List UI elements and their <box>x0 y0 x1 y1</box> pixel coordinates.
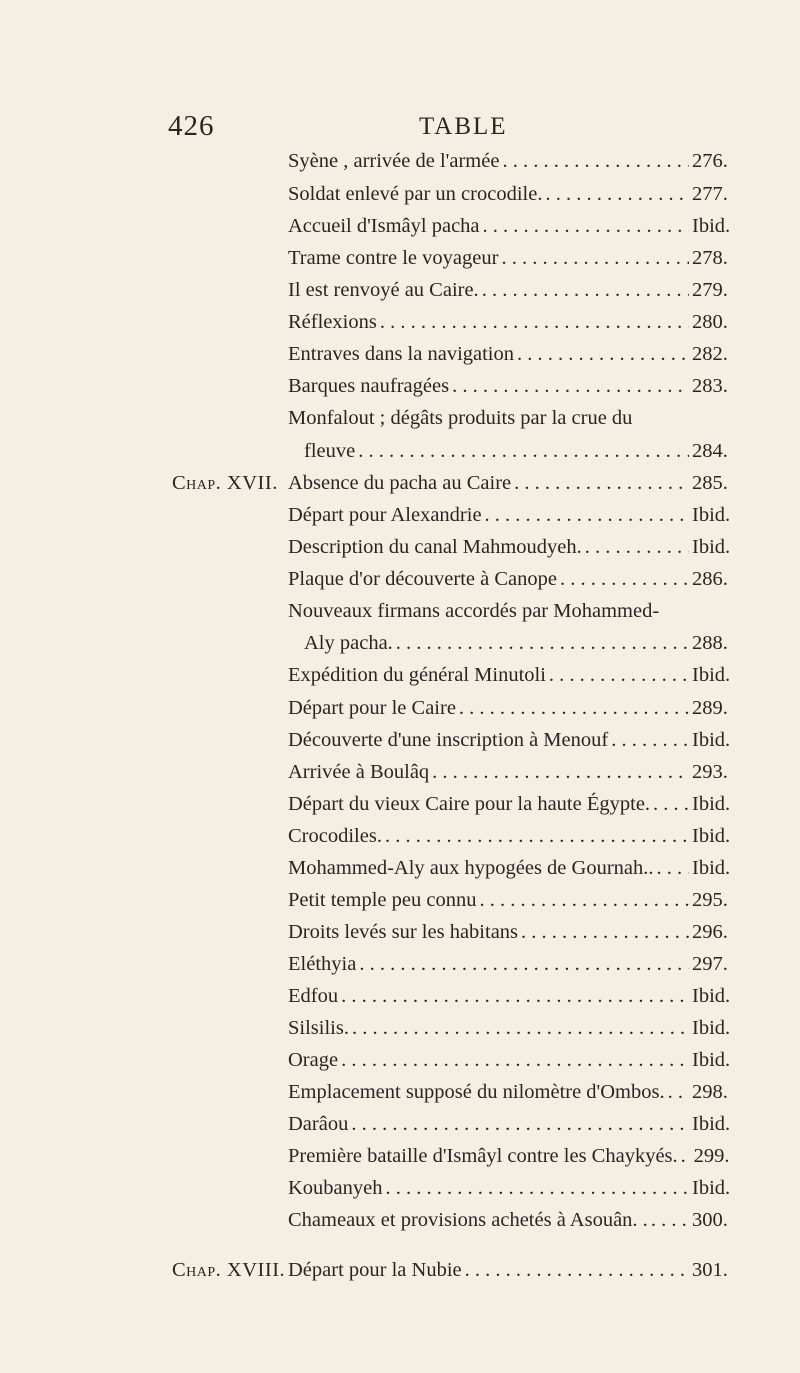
toc-entry <box>0 595 800 627</box>
chapter-label: Chap. XVIII. <box>172 1259 286 1281</box>
entry-title: Emplacement supposé du nilomètre d'Ombos. <box>288 1081 665 1103</box>
dot-leader <box>502 145 689 177</box>
dot-leader <box>485 499 689 531</box>
toc-line <box>288 980 744 1012</box>
page-reference: 284. <box>692 440 728 462</box>
toc-line <box>288 145 744 177</box>
entry-title: Plaque d'or découverte à Canope <box>288 568 557 590</box>
entry-title: Trame contre le voyageur <box>288 247 499 269</box>
page-reference: Ibid. <box>692 664 731 686</box>
entry-title: Absence du pacha au Caire <box>288 472 512 494</box>
page-reference: Ibid. <box>692 825 731 847</box>
toc-entry <box>0 531 800 563</box>
toc-entry <box>0 370 800 402</box>
dot-leader <box>501 242 689 274</box>
toc-entry <box>0 338 800 370</box>
page-reference: 296. <box>692 921 728 943</box>
dot-leader <box>358 435 689 467</box>
toc-line <box>288 1076 744 1108</box>
entry-title: Petit temple peu connu <box>288 889 477 911</box>
toc-line <box>288 178 744 210</box>
toc-entry <box>0 563 800 595</box>
dot-leader <box>359 948 689 980</box>
toc-entry <box>0 145 800 177</box>
toc-entry <box>0 948 800 980</box>
entry-title: Crocodiles. <box>288 825 382 847</box>
page-reference: 300. <box>692 1209 728 1231</box>
dot-leader <box>483 210 689 242</box>
page-number: 426 <box>168 110 215 142</box>
toc-entry <box>0 1254 800 1286</box>
entry-title: Départ pour la Nubie <box>288 1259 462 1281</box>
entry-title: Départ pour le Caire <box>288 697 456 719</box>
entry-title: Eléthyia <box>288 953 357 975</box>
toc-entry <box>0 1204 800 1236</box>
toc-entry <box>0 402 800 434</box>
entry-title: Soldat enlevé par un crocodile. <box>288 183 543 205</box>
toc-entry <box>0 692 800 724</box>
toc-line <box>288 884 744 916</box>
page-reference: 276. <box>692 150 728 172</box>
page-reference: Ibid. <box>692 504 731 526</box>
toc-entry <box>0 210 800 242</box>
page-reference: 299. <box>693 1145 730 1167</box>
page-reference: 286. <box>692 568 728 590</box>
page-reference: 283. <box>692 375 728 397</box>
toc-entry <box>0 627 800 659</box>
entry-title: Silsilis. <box>288 1017 349 1039</box>
page-reference: 278. <box>692 247 728 269</box>
toc-line <box>288 1012 744 1044</box>
toc-entry <box>0 467 800 499</box>
entry-title: Aly pacha. <box>304 632 393 654</box>
page-reference: 279. <box>692 279 728 301</box>
dot-leader <box>585 531 689 563</box>
toc-line <box>288 402 744 434</box>
dot-leader <box>459 692 689 724</box>
toc-line <box>304 627 744 659</box>
toc-line <box>304 435 744 467</box>
toc-entry <box>0 1108 800 1140</box>
entry-title: Arrivée à Boulâq <box>288 761 430 783</box>
page-reference: Ibid. <box>692 536 731 558</box>
entry-title: Description du canal Mahmoudyeh. <box>288 536 582 558</box>
entry-title: Koubanyeh <box>288 1177 383 1199</box>
page-reference: 280. <box>692 311 728 333</box>
toc-entry <box>0 756 800 788</box>
entry-title: Chameaux et provisions achetés à Asouân. . <box>288 1209 648 1231</box>
toc-line <box>288 242 744 274</box>
dot-leader <box>651 1204 689 1236</box>
dot-leader <box>653 788 689 820</box>
entry-title: Entraves dans la navigation <box>288 343 515 365</box>
page-reference: Ibid. <box>692 1113 731 1135</box>
toc-line <box>288 788 744 820</box>
page-reference: 285. <box>692 472 728 494</box>
running-title: TABLE <box>419 113 508 140</box>
toc-line <box>288 1044 744 1076</box>
toc-line <box>288 820 744 852</box>
entry-title: Droits levés sur les habitans <box>288 921 519 943</box>
page-reference: 297. <box>692 953 728 975</box>
page-reference: Ibid. <box>692 793 731 815</box>
entry-title: Expédition du général Minutoli <box>288 664 546 686</box>
dot-leader <box>681 1140 691 1172</box>
page-reference: Ibid. <box>692 1017 731 1039</box>
toc-line <box>288 692 744 724</box>
toc-entry <box>0 1140 800 1172</box>
toc-entry <box>0 659 800 691</box>
page-header <box>0 110 800 150</box>
dot-leader <box>352 1012 689 1044</box>
entry-title: Départ pour Alexandrie <box>288 504 482 526</box>
entry-title: Il est renvoyé au Caire. <box>288 279 479 301</box>
page-reference: 288. <box>692 632 728 654</box>
toc-line <box>288 1254 744 1286</box>
page-reference: 282. <box>692 343 728 365</box>
toc-entry <box>0 1172 800 1204</box>
page-reference: 298. <box>692 1081 728 1103</box>
entry-title: Monfalout ; dégâts produits par la crue du <box>288 407 633 429</box>
page-reference: Ibid. <box>692 729 731 751</box>
toc-entry <box>0 724 800 756</box>
toc-entry <box>0 1012 800 1044</box>
entry-title: Darâou <box>288 1113 349 1135</box>
toc-entry <box>0 980 800 1012</box>
toc-line <box>288 595 744 627</box>
dot-leader <box>657 852 690 884</box>
dot-leader <box>514 467 689 499</box>
toc-entry <box>0 178 800 210</box>
entry-title: Nouveaux firmans accordés par Mohammed- <box>288 600 660 622</box>
entry-title: Première bataille d'Ismâyl contre les Chaykyés. <box>288 1145 678 1167</box>
dot-leader <box>545 178 689 210</box>
toc-line <box>288 1204 744 1236</box>
entry-title: Mohammed-Aly aux hypogées de Gournah.. <box>288 857 654 879</box>
dot-leader <box>479 884 689 916</box>
toc-entry <box>0 274 800 306</box>
dot-leader <box>549 659 689 691</box>
toc-entry <box>0 242 800 274</box>
entry-title: Réflexions <box>288 311 377 333</box>
page-reference: Ibid. <box>692 1049 731 1071</box>
dot-leader <box>611 724 689 756</box>
toc-line <box>288 563 744 595</box>
dot-leader <box>385 820 689 852</box>
toc-line <box>288 1140 744 1172</box>
page-reference: 295. <box>692 889 728 911</box>
page-reference: Ibid. <box>692 1177 731 1199</box>
dot-leader <box>386 1172 689 1204</box>
entry-title: Découverte d'une inscription à Menouf <box>288 729 609 751</box>
dot-leader <box>341 1044 689 1076</box>
toc-line <box>288 659 744 691</box>
toc-line <box>288 531 744 563</box>
entry-title: Départ du vieux Caire pour la haute Égypte. <box>288 793 651 815</box>
toc-line <box>288 274 744 306</box>
dot-leader <box>517 338 689 370</box>
toc-line <box>288 499 744 531</box>
dot-leader <box>351 1108 689 1140</box>
toc-line <box>288 724 744 756</box>
toc-entry <box>0 852 800 884</box>
dot-leader <box>560 563 689 595</box>
toc-line <box>288 210 744 242</box>
toc-entry <box>0 306 800 338</box>
toc-line <box>288 852 744 884</box>
toc-line <box>288 306 744 338</box>
toc-line <box>288 948 744 980</box>
toc-entry <box>0 435 800 467</box>
dot-leader <box>452 370 689 402</box>
toc-entry <box>0 1076 800 1108</box>
chapter-label: Chap. XVII. <box>172 472 278 494</box>
toc-entry <box>0 499 800 531</box>
toc-entry <box>0 1044 800 1076</box>
toc-line <box>288 467 744 499</box>
dot-leader <box>465 1254 689 1286</box>
entry-title: Edfou <box>288 985 339 1007</box>
page-reference: Ibid. <box>692 215 731 237</box>
page-reference: 293. <box>692 761 728 783</box>
toc-line <box>288 1172 744 1204</box>
toc-entry <box>0 788 800 820</box>
page-reference: Ibid. <box>692 985 731 1007</box>
dot-leader <box>432 756 689 788</box>
page-reference: 289. <box>692 697 728 719</box>
page-reference: 301. <box>692 1259 728 1281</box>
dot-leader <box>482 274 689 306</box>
toc-line <box>288 338 744 370</box>
dot-leader <box>521 916 689 948</box>
toc-entry <box>0 916 800 948</box>
page-reference: 277. <box>692 183 728 205</box>
toc-line <box>288 756 744 788</box>
dot-leader <box>668 1076 689 1108</box>
entry-title: fleuve <box>304 440 356 462</box>
toc-line <box>288 916 744 948</box>
dot-leader <box>341 980 689 1012</box>
dot-leader <box>380 306 689 338</box>
entry-title: Orage <box>288 1049 339 1071</box>
toc-line <box>288 370 744 402</box>
toc-entry <box>0 884 800 916</box>
toc-line <box>288 1108 744 1140</box>
entry-title: Syène , arrivée de l'armée <box>288 150 500 172</box>
page-reference: Ibid. <box>692 857 731 879</box>
toc-entry <box>0 820 800 852</box>
entry-title: Accueil d'Ismâyl pacha <box>288 215 480 237</box>
entry-title: Barques naufragées <box>288 375 450 397</box>
dot-leader <box>396 627 689 659</box>
